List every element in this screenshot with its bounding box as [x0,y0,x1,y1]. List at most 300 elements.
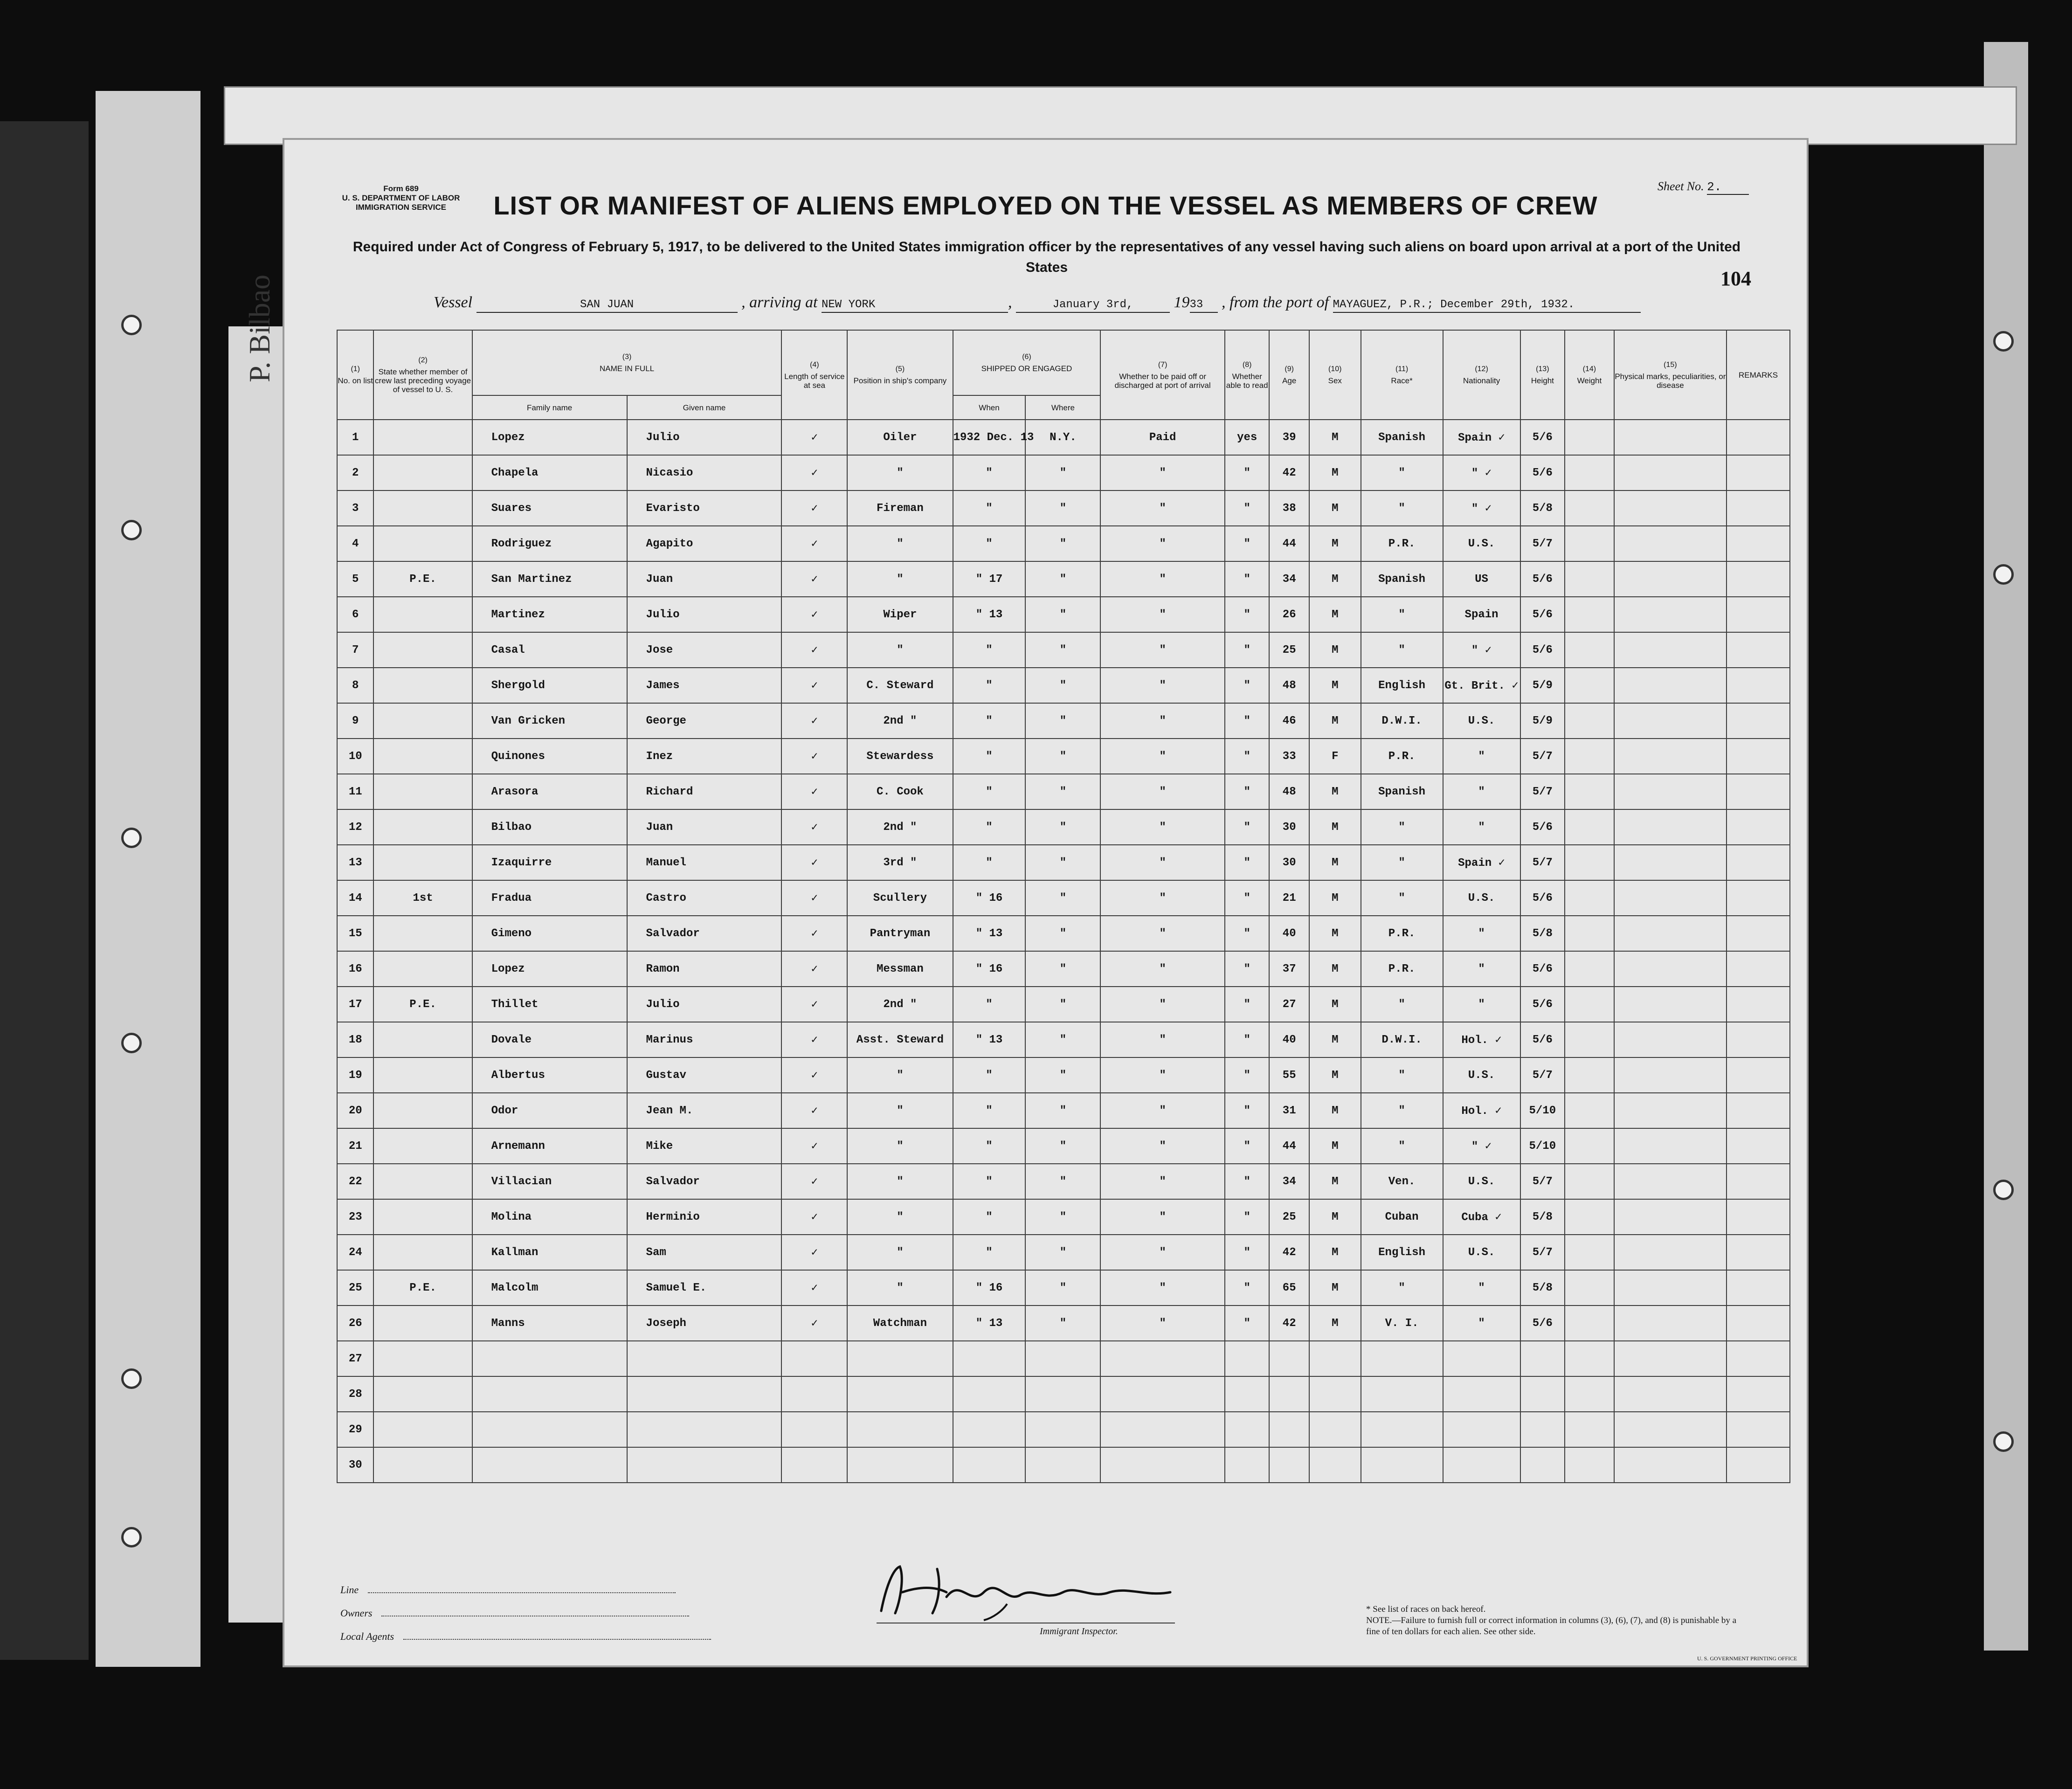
cell-where: " [1025,632,1100,668]
cell-read: " [1225,526,1270,561]
row-number: 29 [337,1412,373,1447]
cell-marks [1614,987,1727,1022]
cell-marks [1614,916,1727,951]
cell-where: " [1025,1164,1100,1199]
binder-hole [1993,564,2014,585]
cell-height: 5/6 [1520,597,1565,632]
cell-family: Arnemann [472,1128,627,1164]
cell-position [847,1376,953,1412]
table-row [337,1093,1790,1128]
cell-service: ✓ [781,1128,847,1164]
cell-age [1269,1341,1309,1376]
cell-read: " [1225,1128,1270,1164]
cell-service: ✓ [781,1270,847,1305]
cell-where: " [1025,1057,1100,1093]
cell-age: 48 [1269,668,1309,703]
cell-prev [373,1235,472,1270]
inspector-signature [867,1560,1184,1620]
cell-position: C. Cook [847,774,953,809]
table-row [337,632,1790,668]
cell-family [472,1412,627,1447]
cell-sex: M [1309,916,1361,951]
cell-race: " [1361,1057,1443,1093]
cell-height: 5/9 [1520,668,1565,703]
cell-prev [373,597,472,632]
cell-service: ✓ [781,809,847,845]
cell-read: " [1225,455,1270,490]
cell-read: " [1225,1305,1270,1341]
cell-where: " [1025,774,1100,809]
header-nationality: (12) Nationality [1443,330,1520,420]
cell-height [1520,1376,1565,1412]
cell-service [781,1376,847,1412]
cell-family: Malcolm [472,1270,627,1305]
cell-paid: " [1100,490,1225,526]
cell-given: Julio [627,420,782,455]
row-number: 26 [337,1305,373,1341]
cell-prev: P.E. [373,1270,472,1305]
cell-where: " [1025,561,1100,597]
cell-sex: M [1309,526,1361,561]
table-row [337,668,1790,703]
cell-service: ✓ [781,1022,847,1057]
cell-when: " [953,490,1026,526]
page-number: 104 [1720,267,1751,290]
cell-family: Lopez [472,420,627,455]
cell-prev [373,526,472,561]
cell-race [1361,1341,1443,1376]
cell-marks [1614,526,1727,561]
cell-remarks [1727,632,1790,668]
cell-when: " [953,1093,1026,1128]
header-race: (11) Race* [1361,330,1443,420]
cell-given: Jose [627,632,782,668]
cell-age: 65 [1269,1270,1309,1305]
cell-where: " [1025,739,1100,774]
cell-when: " [953,526,1026,561]
header-service-length: (4) Length of service at sea [781,330,847,420]
stub-handwriting: P. Bilbao [243,274,276,382]
cell-race: D.W.I. [1361,1022,1443,1057]
cell-race: P.R. [1361,526,1443,561]
cell-sex: M [1309,632,1361,668]
table-row [337,739,1790,774]
printer-imprint: U. S. GOVERNMENT PRINTING OFFICE [1697,1655,1797,1662]
cell-race: " [1361,845,1443,880]
cell-given: Agapito [627,526,782,561]
cell-age: 27 [1269,987,1309,1022]
cell-position: " [847,1057,953,1093]
cell-read: " [1225,809,1270,845]
cell-remarks [1727,739,1790,774]
cell-prev [373,632,472,668]
cell-prev [373,1164,472,1199]
cell-age: 33 [1269,739,1309,774]
table-row [337,1235,1790,1270]
sheet-number-label: Sheet No. [1658,180,1704,193]
cell-when: " 13 [953,1305,1026,1341]
cell-sex: M [1309,774,1361,809]
cell-race: Spanish [1361,420,1443,455]
row-number: 18 [337,1022,373,1057]
sheet-number-value: 2. [1707,180,1749,195]
cell-sex: M [1309,490,1361,526]
cell-when: " [953,774,1026,809]
cell-marks [1614,1341,1727,1376]
cell-marks [1614,703,1727,739]
table-row [337,987,1790,1022]
cell-family: Van Gricken [472,703,627,739]
cell-nationality: " [1443,987,1520,1022]
cell-race: Cuban [1361,1199,1443,1235]
cell-service: ✓ [781,1199,847,1235]
binder-hole [121,1368,142,1389]
cell-when: " [953,455,1026,490]
cell-sex: M [1309,1057,1361,1093]
cell-when [953,1341,1026,1376]
cell-marks [1614,632,1727,668]
cell-height: 5/7 [1520,739,1565,774]
cell-height: 5/6 [1520,1022,1565,1057]
cell-paid: " [1100,845,1225,880]
cell-age: 55 [1269,1057,1309,1093]
from-label: , from the port of [1222,294,1329,311]
cell-paid: " [1100,455,1225,490]
cell-read: yes [1225,420,1270,455]
cell-sex: M [1309,809,1361,845]
row-number: 2 [337,455,373,490]
cell-position: Asst. Steward [847,1022,953,1057]
cell-prev: 1st [373,880,472,916]
cell-race: English [1361,668,1443,703]
cell-remarks [1727,1447,1790,1483]
cell-read: " [1225,1093,1270,1128]
cell-race: Ven. [1361,1164,1443,1199]
cell-sex: M [1309,1235,1361,1270]
departure-port: MAYAGUEZ, P.R.; December 29th, 1932. [1333,298,1641,313]
cell-sex: M [1309,597,1361,632]
cell-family: Quinones [472,739,627,774]
cell-nationality: Spain ✓ [1443,845,1520,880]
cell-given: Juan [627,561,782,597]
cell-weight [1565,845,1614,880]
cell-marks [1614,490,1727,526]
cell-height: 5/8 [1520,490,1565,526]
cell-when: " 16 [953,951,1026,987]
cell-race: Spanish [1361,774,1443,809]
table-row [337,561,1790,597]
cell-when: " 16 [953,880,1026,916]
cell-nationality: U.S. [1443,703,1520,739]
cell-marks [1614,1128,1727,1164]
cell-where: " [1025,597,1100,632]
cell-where: " [1025,526,1100,561]
cell-position: C. Steward [847,668,953,703]
cell-prev [373,490,472,526]
cell-read: " [1225,632,1270,668]
cell-when: " [953,1057,1026,1093]
cell-service: ✓ [781,1235,847,1270]
cell-family: Molina [472,1199,627,1235]
cell-age: 42 [1269,455,1309,490]
cell-weight [1565,1164,1614,1199]
arrival-date: January 3rd, [1016,298,1170,313]
cell-when: " [953,1235,1026,1270]
cell-where [1025,1341,1100,1376]
cell-position: " [847,1199,953,1235]
row-number: 13 [337,845,373,880]
cell-prev [373,1128,472,1164]
cell-weight [1565,951,1614,987]
row-number: 17 [337,987,373,1022]
cell-weight [1565,1376,1614,1412]
table-row [337,1305,1790,1341]
footer-lines [340,1578,711,1648]
cell-where [1025,1447,1100,1483]
cell-service: ✓ [781,1093,847,1128]
cell-remarks [1727,916,1790,951]
cell-race: P.R. [1361,951,1443,987]
cell-paid: " [1100,597,1225,632]
cell-race: P.R. [1361,916,1443,951]
cell-prev [373,703,472,739]
cell-weight [1565,703,1614,739]
table-row [337,1376,1790,1412]
cell-prev [373,1376,472,1412]
cell-height: 5/7 [1520,526,1565,561]
cell-sex: M [1309,1128,1361,1164]
cell-race: D.W.I. [1361,703,1443,739]
cell-nationality: " [1443,739,1520,774]
cell-given: Juan [627,809,782,845]
year-prefix: 19 [1174,294,1190,311]
cell-age: 30 [1269,845,1309,880]
cell-paid: " [1100,703,1225,739]
cell-paid: " [1100,774,1225,809]
cell-age [1269,1412,1309,1447]
cell-prev [373,1057,472,1093]
cell-where: " [1025,490,1100,526]
cell-when: " [953,632,1026,668]
cell-weight [1565,1199,1614,1235]
cell-paid: " [1100,1164,1225,1199]
cell-height: 5/6 [1520,632,1565,668]
cell-prev [373,809,472,845]
footer-notes [1366,1604,1748,1637]
cell-read: " [1225,880,1270,916]
cell-when: " 13 [953,1022,1026,1057]
cell-position: 3rd " [847,845,953,880]
cell-sex: M [1309,951,1361,987]
cell-marks [1614,1057,1727,1093]
cell-paid [1100,1376,1225,1412]
cell-where: " [1025,1305,1100,1341]
cell-prev [373,1447,472,1483]
binder-hole [1993,1431,2014,1452]
cell-weight [1565,420,1614,455]
cell-given: Julio [627,987,782,1022]
cell-height: 5/8 [1520,1270,1565,1305]
cell-weight [1565,668,1614,703]
crew-manifest-table [337,330,1790,1483]
cell-age: 31 [1269,1093,1309,1128]
cell-when: " 13 [953,916,1026,951]
cell-prev [373,1022,472,1057]
cell-remarks [1727,1199,1790,1235]
cell-weight [1565,739,1614,774]
cell-race [1361,1447,1443,1483]
cell-race: Spanish [1361,561,1443,597]
header-sex: (10) Sex [1309,330,1361,420]
row-number: 25 [337,1270,373,1305]
cell-family: Bilbao [472,809,627,845]
vessel-name: SAN JUAN [477,298,738,313]
cell-where: " [1025,455,1100,490]
agents-label: Local Agents [340,1630,394,1642]
cell-where: " [1025,987,1100,1022]
cell-age: 42 [1269,1305,1309,1341]
page-subtitle: Required under Act of Congress of February 5, 1917, to be delivered to the United States immigration officer by the representatives of any vessel having such aliens on board upon arrival at a port of the United States [352,239,1741,275]
cell-prev [373,1199,472,1235]
cell-read [1225,1376,1270,1412]
cell-where: " [1025,1199,1100,1235]
cell-given [627,1412,782,1447]
cell-nationality: U.S. [1443,880,1520,916]
cell-family: Odor [472,1093,627,1128]
cell-paid: " [1100,1057,1225,1093]
cell-height: 5/6 [1520,455,1565,490]
cell-sex: M [1309,1093,1361,1128]
binder-hole [121,520,142,540]
cell-paid: " [1100,916,1225,951]
cell-where: " [1025,1235,1100,1270]
cell-race [1361,1412,1443,1447]
cell-prev [373,1305,472,1341]
cell-race: " [1361,455,1443,490]
cell-read: " [1225,1235,1270,1270]
cell-prev: P.E. [373,987,472,1022]
cell-where [1025,1376,1100,1412]
cell-read: " [1225,951,1270,987]
cell-given: Evaristo [627,490,782,526]
header-no: (1) No. on list [337,330,373,420]
cell-given: Sam [627,1235,782,1270]
cell-service [781,1341,847,1376]
cell-height: 5/9 [1520,703,1565,739]
cell-prev: P.E. [373,561,472,597]
cell-height [1520,1412,1565,1447]
cell-sex: M [1309,987,1361,1022]
cell-marks [1614,1093,1727,1128]
cell-paid: " [1100,1022,1225,1057]
cell-nationality: " [1443,916,1520,951]
cell-marks [1614,1235,1727,1270]
cell-paid: " [1100,668,1225,703]
cell-sex: M [1309,1164,1361,1199]
cell-marks [1614,1270,1727,1305]
cell-sex [1309,1341,1361,1376]
header-age: (9) Age [1269,330,1309,420]
cell-sex [1309,1376,1361,1412]
cell-age: 30 [1269,809,1309,845]
cell-given: Salvador [627,916,782,951]
row-number: 30 [337,1447,373,1483]
cell-sex [1309,1447,1361,1483]
manifest-sheet [284,140,1807,1665]
cell-given: Mike [627,1128,782,1164]
cell-marks [1614,951,1727,987]
row-number: 10 [337,739,373,774]
cell-weight [1565,1093,1614,1128]
cell-service: ✓ [781,455,847,490]
cell-given: Herminio [627,1199,782,1235]
table-row [337,809,1790,845]
cell-weight [1565,880,1614,916]
cell-sex: M [1309,1199,1361,1235]
cell-remarks [1727,880,1790,916]
row-number: 19 [337,1057,373,1093]
cell-weight [1565,597,1614,632]
cell-nationality: " [1443,1270,1520,1305]
cell-height: 5/7 [1520,774,1565,809]
header-physical-marks: (15) Physical marks, peculiarities, or disease [1614,330,1727,420]
cell-marks [1614,1164,1727,1199]
cell-position: Fireman [847,490,953,526]
cell-prev [373,774,472,809]
cell-service: ✓ [781,668,847,703]
cell-given: Marinus [627,1022,782,1057]
cell-nationality: Gt. Brit. ✓ [1443,668,1520,703]
cell-remarks [1727,526,1790,561]
table-row [337,526,1790,561]
cell-nationality: " ✓ [1443,490,1520,526]
cell-height: 5/6 [1520,880,1565,916]
header-previous-voyage: (2) State whether member of crew last preceding voyage of vessel to U. S. [373,330,472,420]
cell-prev [373,951,472,987]
cell-nationality [1443,1376,1520,1412]
cell-age: 34 [1269,561,1309,597]
cell-position: 2nd " [847,703,953,739]
cell-remarks [1727,809,1790,845]
cell-weight [1565,455,1614,490]
cell-given [627,1341,782,1376]
table-row [337,1270,1790,1305]
table-row [337,845,1790,880]
row-number: 5 [337,561,373,597]
cell-sex: M [1309,1305,1361,1341]
cell-weight [1565,1412,1614,1447]
cell-position: Oiler [847,420,953,455]
cell-remarks [1727,1341,1790,1376]
cell-family: Lopez [472,951,627,987]
cell-race: " [1361,632,1443,668]
binder-hole [1993,331,2014,352]
cell-where [1025,1412,1100,1447]
table-row [337,1341,1790,1376]
cell-family: Arasora [472,774,627,809]
cell-when: " [953,703,1026,739]
header-height: (13) Height [1520,330,1565,420]
cell-family: Thillet [472,987,627,1022]
cell-service: ✓ [781,880,847,916]
cell-nationality [1443,1447,1520,1483]
cell-service: ✓ [781,561,847,597]
vessel-label: Vessel [434,294,473,311]
cell-weight [1565,1022,1614,1057]
table-row [337,1447,1790,1483]
cell-when: " 13 [953,597,1026,632]
cell-remarks [1727,420,1790,455]
